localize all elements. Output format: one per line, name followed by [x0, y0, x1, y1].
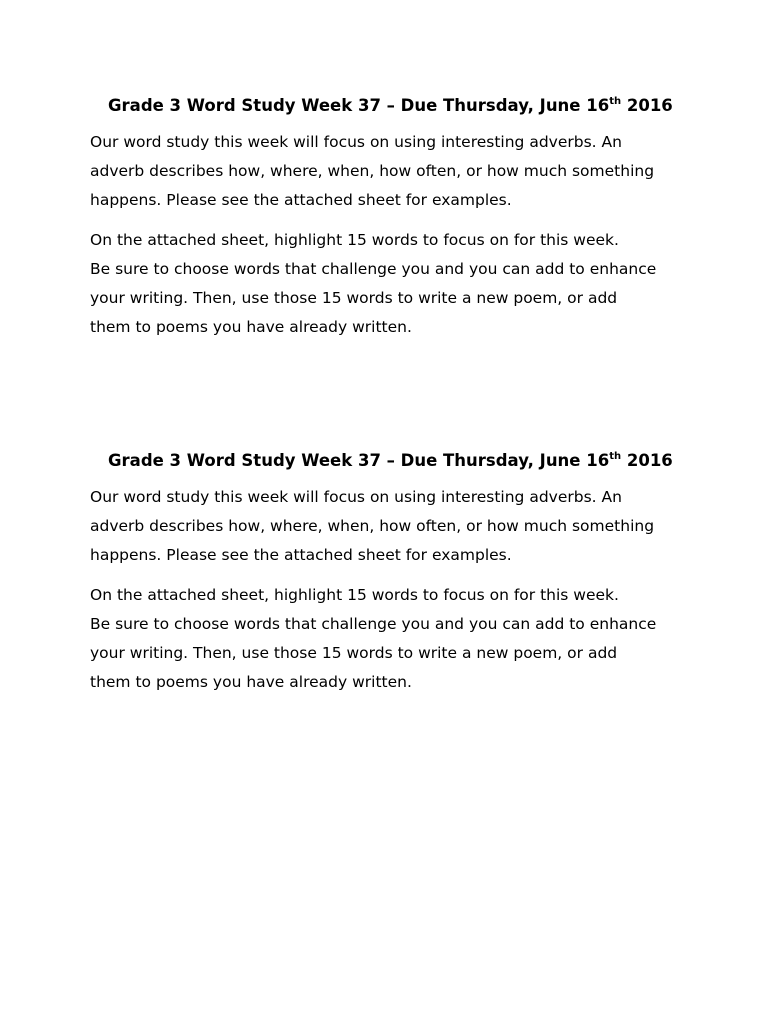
- heading-ordinal: th: [609, 96, 622, 107]
- paragraph-line: adverb describes how, where, when, how often, or how much something: [90, 517, 655, 535]
- paragraph-line: adverb describes how, where, when, how often, or how much something: [90, 162, 655, 180]
- paragraph-instructions: [90, 226, 690, 342]
- paragraph-line: them to poems you have already written.: [90, 673, 412, 691]
- paragraph-instructions: [90, 581, 690, 697]
- paragraph-intro: [90, 128, 690, 215]
- paragraph-line: Be sure to choose words that challenge you and you can add to enhance: [90, 615, 657, 633]
- paragraph-line: your writing. Then, use those 15 words to write a new poem, or add: [90, 289, 618, 307]
- paragraph-line: happens. Please see the attached sheet for examples.: [90, 191, 512, 209]
- paragraph-intro: [90, 483, 690, 570]
- assignment-section-1: [90, 94, 690, 353]
- paragraph-line: happens. Please see the attached sheet for examples.: [90, 546, 512, 564]
- paragraph-line: Our word study this week will focus on using interesting adverbs. An: [90, 488, 622, 506]
- paragraph-line: On the attached sheet, highlight 15 words to focus on for this week.: [90, 586, 619, 604]
- paragraph-line: Be sure to choose words that challenge you and you can add to enhance: [90, 260, 657, 278]
- section-heading: [108, 449, 690, 473]
- heading-text: Grade 3 Word Study Week 37 – Due Thursday, June 16: [108, 451, 610, 470]
- section-heading: [108, 94, 690, 118]
- paragraph-line: On the attached sheet, highlight 15 words to focus on for this week.: [90, 231, 619, 249]
- paragraph-line: them to poems you have already written.: [90, 318, 412, 336]
- heading-ordinal: th: [609, 451, 622, 462]
- heading-year: 2016: [621, 451, 673, 470]
- paragraph-line: Our word study this week will focus on using interesting adverbs. An: [90, 133, 622, 151]
- paragraph-line: your writing. Then, use those 15 words to write a new poem, or add: [90, 644, 618, 662]
- assignment-section-2: [90, 449, 690, 708]
- heading-text: Grade 3 Word Study Week 37 – Due Thursday, June 16: [108, 96, 610, 115]
- heading-year: 2016: [621, 96, 673, 115]
